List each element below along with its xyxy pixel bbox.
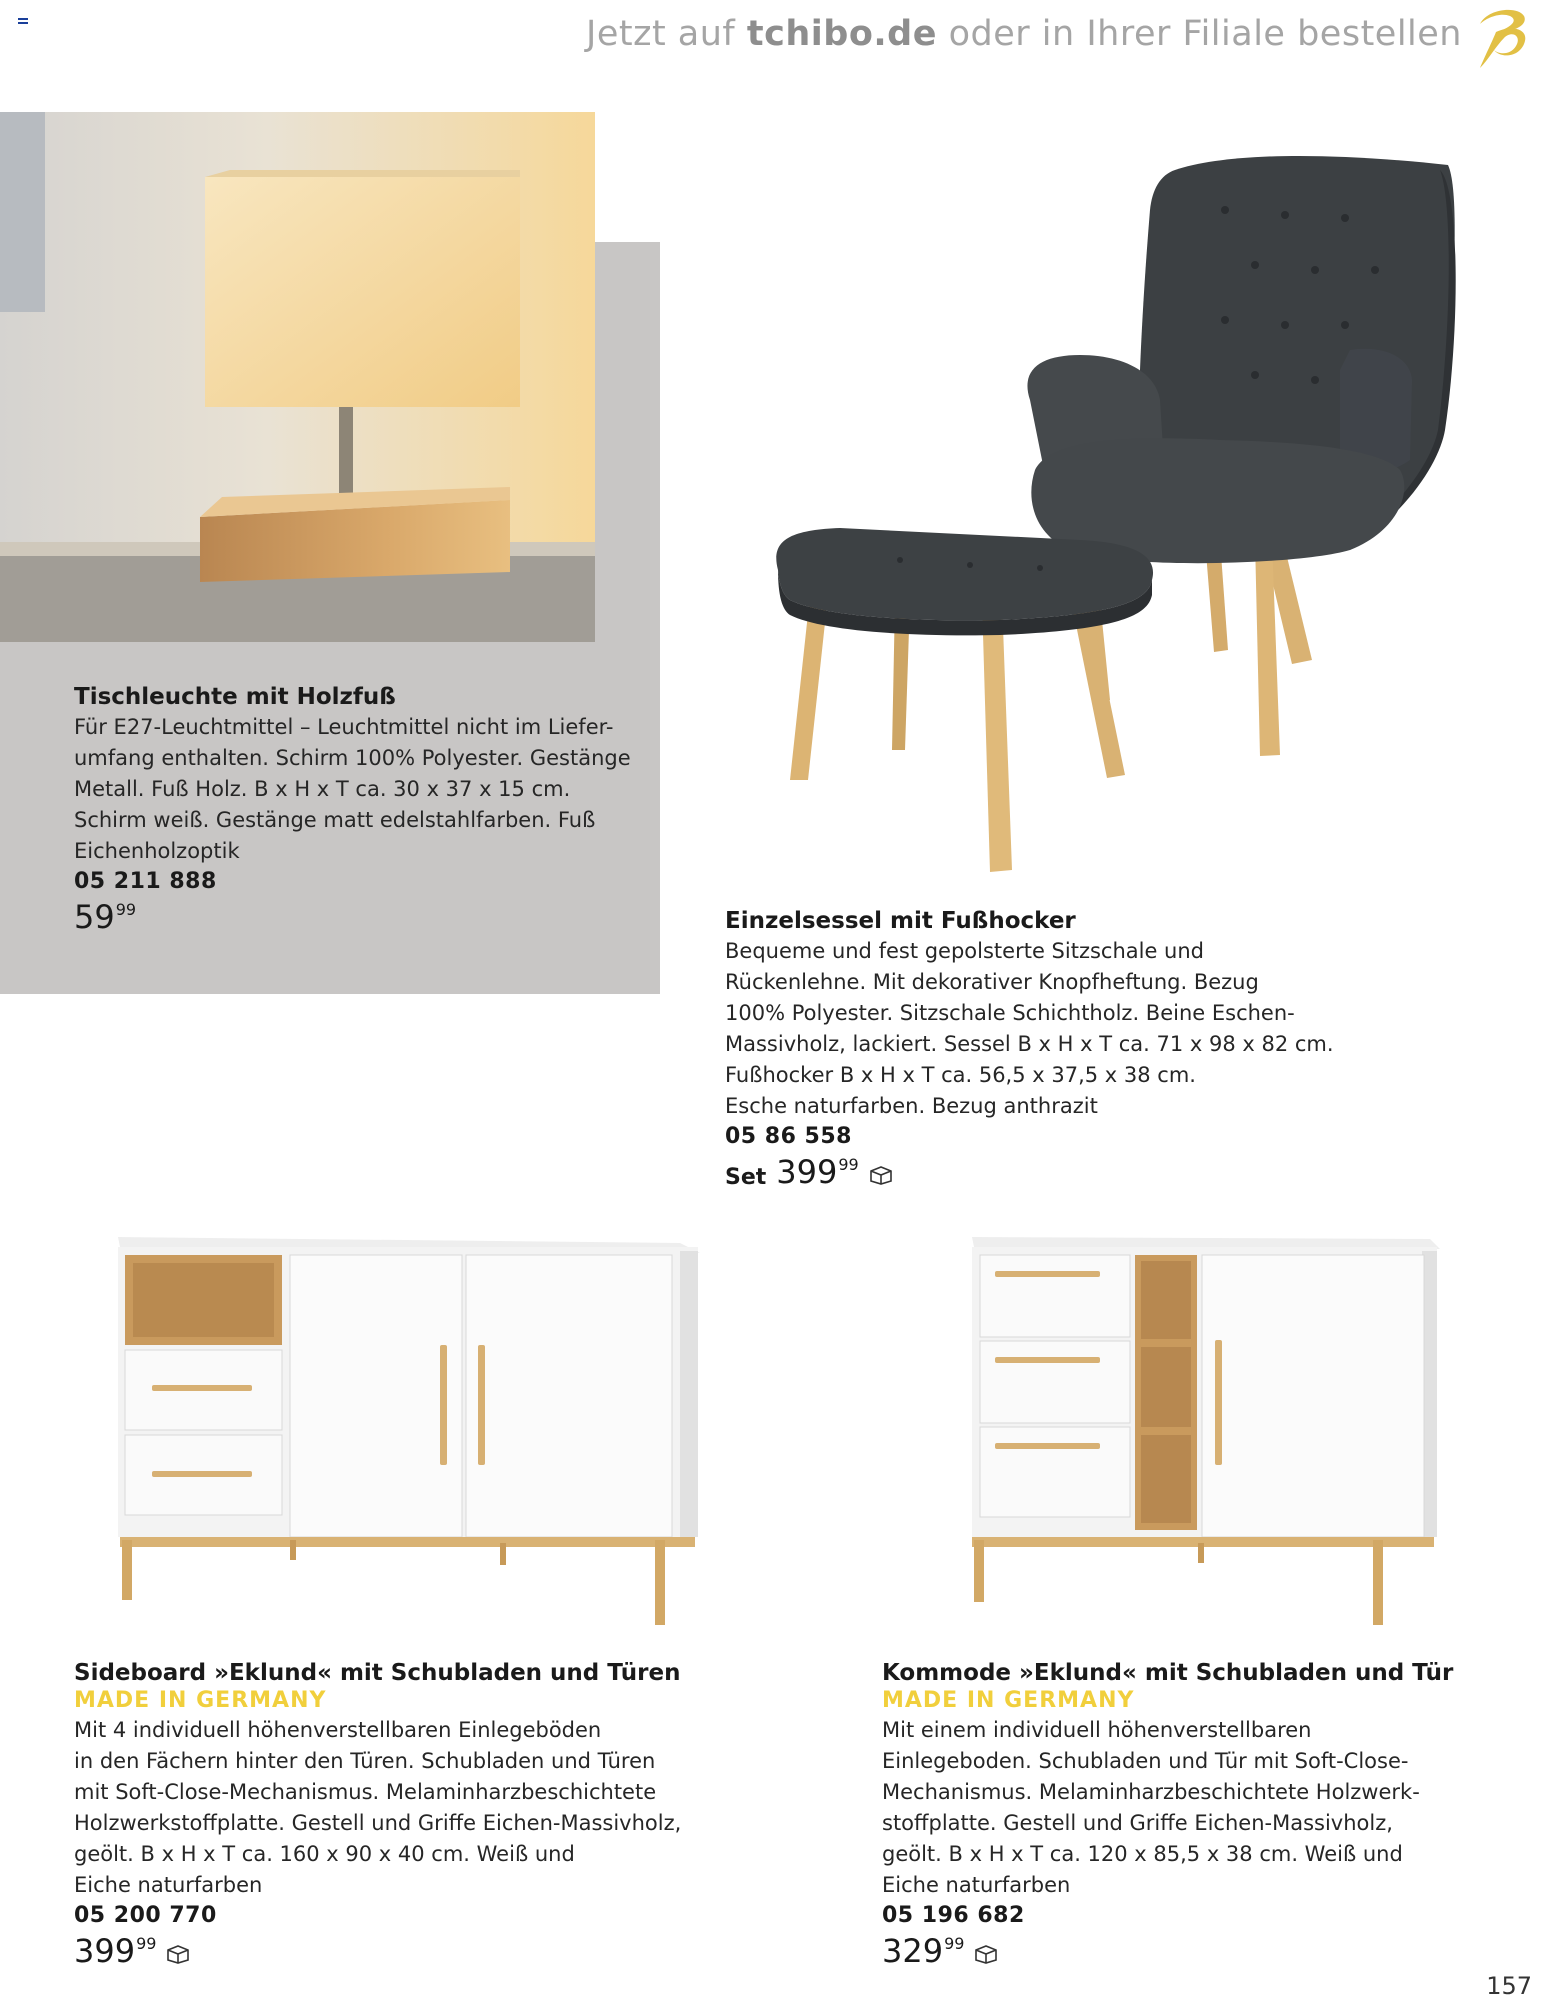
lamp-info [74,684,631,936]
parcel-delivery-icon [166,1944,190,1964]
product-description: Für E27-Leuchtmittel – Leuchtmittel nicht im Liefer- umfang enthalten. Schirm 100% Polyester. Gestänge Metall. Fuß Holz. B x H x T ca. 30 x 37 x 15 cm. Schirm weiß. Gestänge matt edelstahlfarben. Fuß Eichenholzoptik [74,715,631,863]
made-in-germany-badge: MADE IN GERMANY [74,1688,327,1713]
price: Set 399 $^{99}$ [725,1153,1334,1191]
order-banner: Jetzt auf tchibo.de oder in Ihrer Filiale bestellen [586,14,1462,54]
parcel-delivery-icon [974,1944,998,1964]
product-title: Einzelsessel mit Fußhocker [725,908,1076,934]
tchibo-logo-icon [1466,2,1532,74]
article-number: 05 200 770 [74,1903,217,1928]
dresser-info [882,1660,1453,1970]
article-number: 05 211 888 [74,869,217,894]
armchair-info [725,908,1334,1191]
page-number: 157 [1486,1972,1532,2000]
lamp-photo [0,112,595,642]
product-description: Bequeme und fest gepolsterte Sitzschale und Rückenlehne. Mit dekorativer Knopfheftung. Bezug 100% Polyester. Sitzschale Schichtholz. Beine Eschen- Massivholz, lackiert. Sessel B x H x T ca. 71 x 98 x 82 cm. Fußhocker B x H x T ca. 56,5 x 37,5 x 38 cm. Esche naturfarben. Bezug anthrazit [725,939,1334,1118]
sideboard-info [74,1660,681,1970]
dresser-photo [960,1225,1440,1625]
article-number: 05 86 558 [725,1124,852,1149]
tchibo-link[interactable]: tchibo.de [746,14,937,54]
price: 59 $^{99}$ [74,898,137,936]
price: 399 $^{99}$ [74,1932,681,1970]
sideboard-photo [100,1225,710,1625]
armchair-photo [700,130,1550,910]
made-in-germany-badge: MADE IN GERMANY [882,1688,1135,1713]
price: 329 $^{99}$ [882,1932,1453,1970]
price-prefix: Set [725,1165,767,1190]
parcel-delivery-icon [869,1165,893,1185]
product-description: Mit 4 individuell höhenverstellbaren Einlegeböden in den Fächern hinter den Türen. Schubladen und Türen mit Soft-Close-Mechanismus. Melaminharzbeschichtete Holzwerkstoffplatte. Gestell und Griffe Eichen-Massivholz, geölt. B x H x T ca. 160 x 90 x 40 cm. Weiß und Eiche naturfarben [74,1718,682,1897]
article-number: 05 196 682 [882,1903,1025,1928]
product-title: Sideboard »Eklund« mit Schubladen und Türen [74,1660,681,1686]
product-description: Mit einem individuell höhenverstellbaren Einlegeboden. Schubladen und Tür mit Soft-Close- Mechanismus. Melaminharzbeschichtete Holzwerk- stoffplatte. Gestell und Griffe Eichen-Massivholz, geölt. B x H x T ca. 120 x 85,5 x 38 cm. Weiß und Eiche naturfarben [882,1718,1420,1897]
product-title: Tischleuchte mit Holzfuß [74,684,396,710]
product-title: Kommode »Eklund« mit Schubladen und Tür [882,1660,1454,1686]
menu-icon[interactable] [18,18,28,26]
